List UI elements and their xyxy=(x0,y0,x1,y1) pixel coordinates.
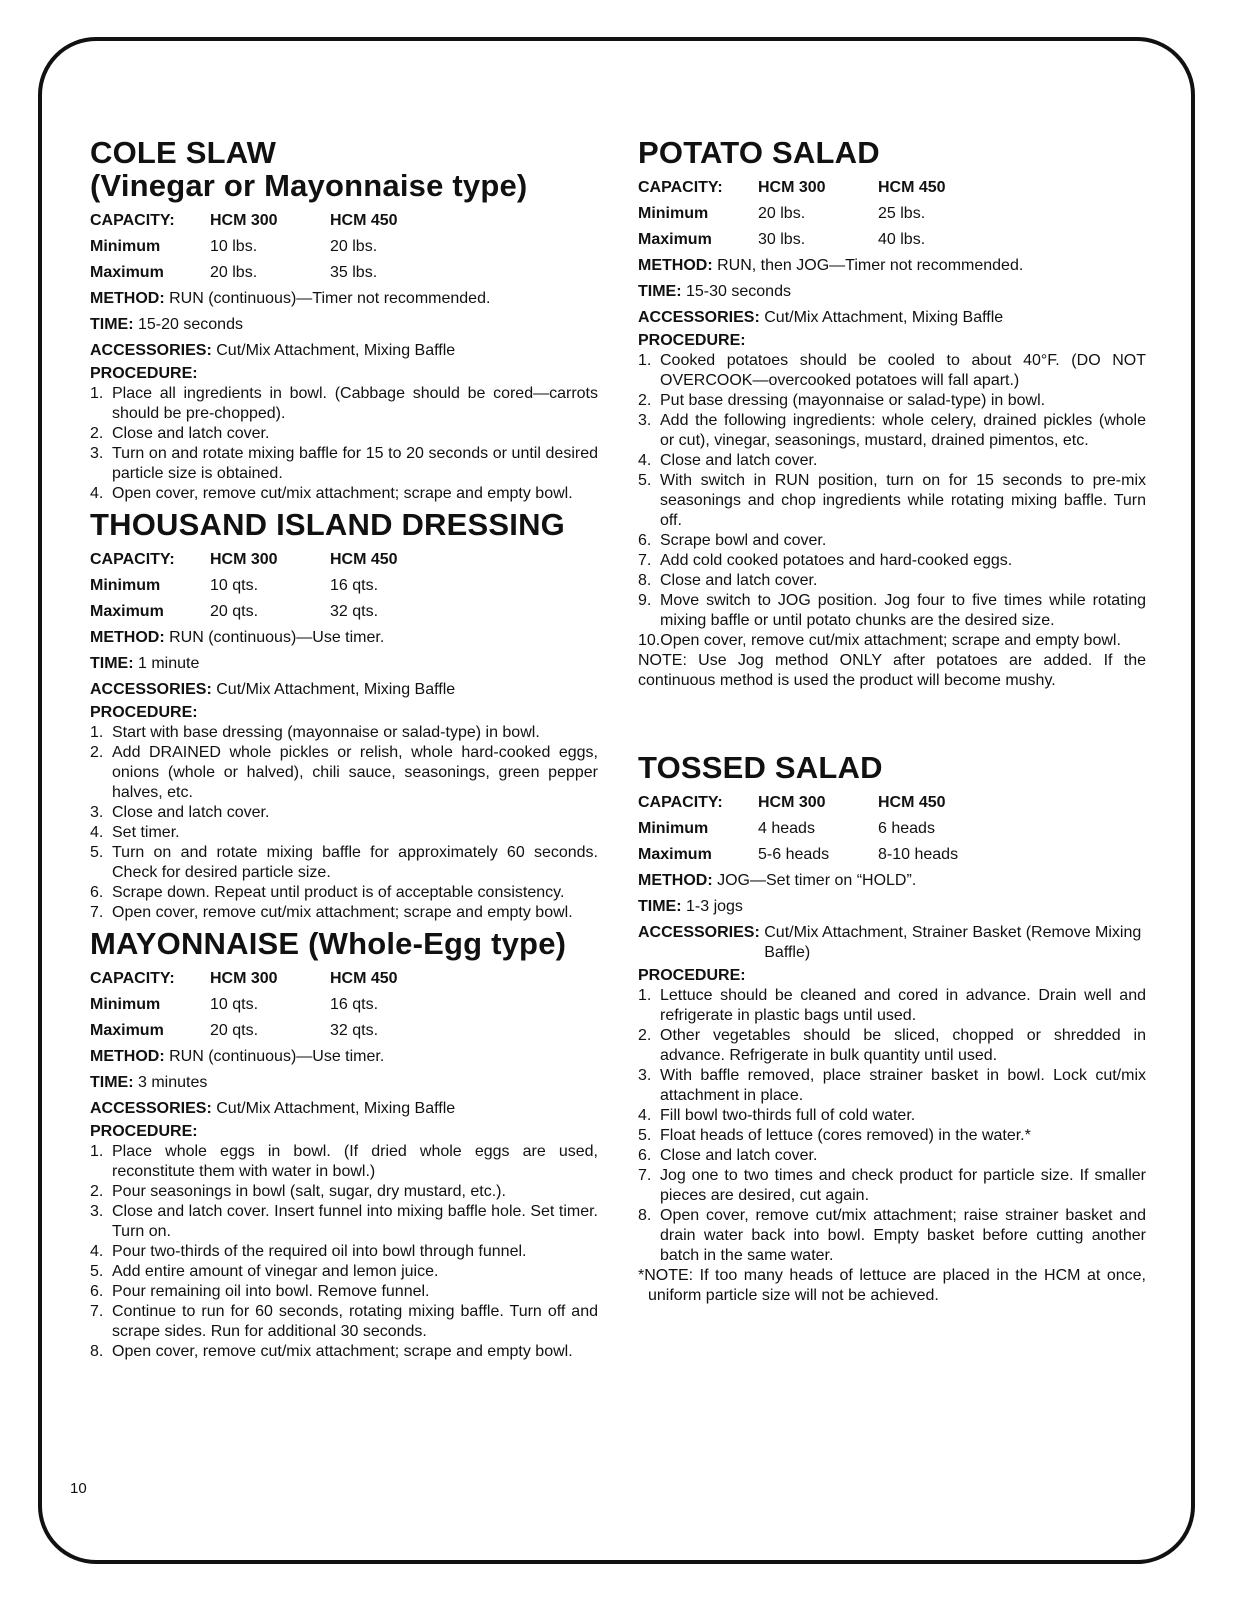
procedure-step xyxy=(90,1282,598,1302)
procedure-step xyxy=(638,1166,1146,1206)
procedure-heading: PROCEDURE: xyxy=(90,704,198,721)
accessories-value: Cut/Mix Attachment, Mixing Baffle xyxy=(216,1100,456,1117)
accessories-line xyxy=(638,308,1146,328)
maximum-hcm450-value: 32 qts. xyxy=(330,1022,379,1039)
accessories-label: ACCESSORIES: xyxy=(638,309,760,326)
minimum-hcm450-value: 16 qts. xyxy=(330,577,379,594)
minimum-hcm450-value: 6 heads xyxy=(878,820,935,837)
step-text: Add cold cooked potatoes and hard-cooked eggs. xyxy=(660,552,1013,569)
step-text: Scrape bowl and cover. xyxy=(660,532,827,549)
method-line xyxy=(90,1044,598,1070)
step-text: Other vegetables should be sliced, chopped or shredded in advance. Refrigerate in bulk quantity until used. xyxy=(660,1027,1146,1064)
procedure-step xyxy=(638,411,1146,451)
capacity-label: CAPACITY: xyxy=(638,179,723,196)
accessories-value: Cut/Mix Attachment, Strainer Basket (Remove Mixing Baffle) xyxy=(764,924,1142,961)
step-text: Place all ingredients in bowl. (Cabbage should be cored—carrots should be pre-chopped). xyxy=(112,385,598,422)
step-text: Pour seasonings in bowl (salt, sugar, dry mustard, etc.). xyxy=(112,1183,506,1200)
procedure-step xyxy=(90,384,598,424)
capacity-col-hcm450: HCM 450 xyxy=(878,179,946,196)
recipe-title xyxy=(90,136,598,202)
step-number: 2. xyxy=(638,1027,652,1044)
recipe-title-line: (Vinegar or Mayonnaise type) xyxy=(90,168,528,203)
maximum-hcm300-value: 30 lbs. xyxy=(758,231,806,248)
accessories-label: ACCESSORIES: xyxy=(638,924,760,941)
step-number: 7. xyxy=(638,1167,652,1184)
step-number: 2. xyxy=(638,392,652,409)
time-label: TIME: xyxy=(90,316,134,333)
step-number: 4. xyxy=(90,824,104,841)
maximum-hcm300-value: 5-6 heads xyxy=(758,846,830,863)
step-number: 3. xyxy=(90,1203,104,1220)
step-number: 4. xyxy=(90,1243,104,1260)
capacity-label: CAPACITY: xyxy=(90,970,175,987)
procedure-step xyxy=(90,1302,598,1342)
procedure-list xyxy=(638,351,1146,651)
capacity-table xyxy=(638,790,1146,868)
procedure-list xyxy=(638,986,1146,1266)
step-number: 3. xyxy=(638,1067,652,1084)
step-text: Close and latch cover. xyxy=(660,572,818,589)
accessories-value: Cut/Mix Attachment, Mixing Baffle xyxy=(764,309,1004,326)
step-text: Open cover, remove cut/mix attachment; scrape and empty bowl. xyxy=(112,904,573,921)
procedure-list xyxy=(90,1142,598,1362)
method-line xyxy=(638,253,1146,279)
procedure-list xyxy=(90,384,598,504)
capacity-col-hcm450: HCM 450 xyxy=(878,794,946,811)
procedure-step xyxy=(638,471,1146,531)
method-value: RUN (continuous)—Use timer. xyxy=(169,1048,385,1065)
step-text: Scrape down. Repeat until product is of acceptable consistency. xyxy=(112,884,565,901)
recipe-section xyxy=(638,136,1146,691)
recipe-title-line: MAYONNAISE (Whole-Egg type) xyxy=(90,926,567,961)
maximum-label: Maximum xyxy=(90,1022,164,1039)
method-label: METHOD: xyxy=(90,629,165,646)
capacity-table xyxy=(90,966,598,1044)
step-text: Close and latch cover. xyxy=(112,425,270,442)
page-number: 10 xyxy=(70,1480,87,1497)
maximum-label: Maximum xyxy=(90,264,164,281)
step-text: Close and latch cover. xyxy=(660,452,818,469)
minimum-label: Minimum xyxy=(90,238,161,255)
step-number: 5. xyxy=(90,1263,104,1280)
step-text: Float heads of lettuce (cores removed) in the water.* xyxy=(660,1127,1031,1144)
step-text: Open cover, remove cut/mix attachment; scrape and empty bowl. xyxy=(660,632,1121,649)
capacity-col-hcm450: HCM 450 xyxy=(330,212,398,229)
capacity-label: CAPACITY: xyxy=(90,212,175,229)
capacity-col-hcm300: HCM 300 xyxy=(758,179,826,196)
step-text: Turn on and rotate mixing baffle for 15 to 20 seconds or until desired particle size is obtained. xyxy=(112,445,598,482)
minimum-hcm300-value: 4 heads xyxy=(758,820,815,837)
recipe-title xyxy=(90,927,598,960)
procedure-step xyxy=(638,391,1146,411)
procedure-step xyxy=(638,1146,1146,1166)
recipe-title-line: POTATO SALAD xyxy=(638,135,880,170)
recipe-title xyxy=(90,508,598,541)
procedure-step xyxy=(638,351,1146,391)
time-line xyxy=(90,651,598,677)
step-text: Close and latch cover. xyxy=(660,1147,818,1164)
step-text: Turn on and rotate mixing baffle for approximately 60 seconds. Check for desired particle size. xyxy=(112,844,598,881)
step-number: 6. xyxy=(90,1283,104,1300)
step-text: Open cover, remove cut/mix attachment; scrape and empty bowl. xyxy=(112,485,573,502)
step-text: Open cover, remove cut/mix attachment; raise strainer basket and drain water back into bowl. Empty basket before cutting another batch in the same water. xyxy=(660,1207,1146,1264)
step-number: 3. xyxy=(638,412,652,429)
minimum-hcm300-value: 10 qts. xyxy=(210,577,259,594)
step-number: 7. xyxy=(90,904,104,921)
step-text: Close and latch cover. xyxy=(112,804,270,821)
time-label: TIME: xyxy=(638,283,682,300)
time-value: 15-30 seconds xyxy=(686,283,791,300)
step-text: Set timer. xyxy=(112,824,180,841)
step-number: 6. xyxy=(90,884,104,901)
time-value: 3 minutes xyxy=(138,1074,208,1091)
step-number: 1. xyxy=(90,1143,104,1160)
step-number: 6. xyxy=(638,1147,652,1164)
step-text: Lettuce should be cleaned and cored in advance. Drain well and refrigerate in plastic bags until used. xyxy=(660,987,1146,1024)
procedure-step xyxy=(90,823,598,843)
minimum-label: Minimum xyxy=(90,996,161,1013)
step-number: 6. xyxy=(638,532,652,549)
step-number: 2. xyxy=(90,425,104,442)
time-line xyxy=(638,894,1146,920)
step-text: Close and latch cover. Insert funnel into mixing baffle hole. Set timer. Turn on. xyxy=(112,1203,598,1240)
procedure-step xyxy=(638,1126,1146,1146)
procedure-step xyxy=(90,1182,598,1202)
maximum-label: Maximum xyxy=(638,231,712,248)
procedure-step xyxy=(638,571,1146,591)
recipe-title xyxy=(638,136,1146,169)
time-value: 1 minute xyxy=(138,655,200,672)
minimum-label: Minimum xyxy=(638,205,709,222)
maximum-label: Maximum xyxy=(638,846,712,863)
method-label: METHOD: xyxy=(90,290,165,307)
step-number: 3. xyxy=(90,804,104,821)
step-number: 7. xyxy=(90,1303,104,1320)
procedure-step xyxy=(90,903,598,923)
step-text: Cooked potatoes should be cooled to about 40°F. (DO NOT OVERCOOK—overcooked potatoes will fall apart.) xyxy=(660,352,1146,389)
procedure-step xyxy=(90,803,598,823)
procedure-step xyxy=(638,1206,1146,1266)
capacity-table xyxy=(638,175,1146,253)
time-value: 15-20 seconds xyxy=(138,316,243,333)
recipe-note: NOTE: Use Jog method ONLY after potatoes are added. If the continuous method is used the product will become mushy. xyxy=(638,652,1146,689)
accessories-label: ACCESSORIES: xyxy=(90,342,212,359)
step-number: 4. xyxy=(638,452,652,469)
step-number: 3. xyxy=(90,445,104,462)
procedure-step xyxy=(90,424,598,444)
procedure-heading: PROCEDURE: xyxy=(90,365,198,382)
method-line xyxy=(90,625,598,651)
step-text: Put base dressing (mayonnaise or salad-type) in bowl. xyxy=(660,392,1046,409)
step-text: Continue to run for 60 seconds, rotating mixing baffle. Turn off and scrape sides. Run for additional 30 seconds. xyxy=(112,1303,598,1340)
maximum-hcm450-value: 8-10 heads xyxy=(878,846,959,863)
step-text: Open cover, remove cut/mix attachment; scrape and empty bowl. xyxy=(112,1343,573,1360)
procedure-step xyxy=(90,1262,598,1282)
method-label: METHOD: xyxy=(638,872,713,889)
procedure-step xyxy=(90,883,598,903)
capacity-table xyxy=(90,208,598,286)
step-number: 2. xyxy=(90,744,104,761)
capacity-col-hcm450: HCM 450 xyxy=(330,551,398,568)
step-text: Fill bowl two-thirds full of cold water. xyxy=(660,1107,916,1124)
capacity-col-hcm300: HCM 300 xyxy=(210,970,278,987)
accessories-value: Cut/Mix Attachment, Mixing Baffle xyxy=(216,681,456,698)
procedure-heading: PROCEDURE: xyxy=(90,1123,198,1140)
procedure-step xyxy=(90,843,598,883)
minimum-label: Minimum xyxy=(638,820,709,837)
accessories-label: ACCESSORIES: xyxy=(90,1100,212,1117)
capacity-col-hcm450: HCM 450 xyxy=(330,970,398,987)
capacity-table xyxy=(90,547,598,625)
recipe-section xyxy=(90,508,598,923)
step-text: Add DRAINED whole pickles or relish, whole hard-cooked eggs, onions (whole or halved), chili sauce, seasonings, green pepper halves, etc. xyxy=(112,744,598,801)
time-line xyxy=(638,279,1146,305)
time-label: TIME: xyxy=(638,898,682,915)
time-value: 1-3 jogs xyxy=(686,898,743,915)
step-number: 2. xyxy=(90,1183,104,1200)
step-text: Place whole eggs in bowl. (If dried whole eggs are used, reconstitute them with water in bowl.) xyxy=(112,1143,598,1180)
step-text: Pour remaining oil into bowl. Remove funnel. xyxy=(112,1283,430,1300)
procedure-step xyxy=(638,551,1146,571)
capacity-label: CAPACITY: xyxy=(638,794,723,811)
procedure-step xyxy=(90,1242,598,1262)
step-text: Add entire amount of vinegar and lemon juice. xyxy=(112,1263,439,1280)
recipe-note: *NOTE: If too many heads of lettuce are placed in the HCM at once, uniform particle size will not be achieved. xyxy=(638,1267,1146,1304)
procedure-step xyxy=(638,631,1146,651)
procedure-step xyxy=(90,723,598,743)
left-column xyxy=(90,136,598,1366)
step-number: 4. xyxy=(638,1107,652,1124)
method-label: METHOD: xyxy=(90,1048,165,1065)
step-number: 5. xyxy=(638,472,652,489)
capacity-label: CAPACITY: xyxy=(90,551,175,568)
procedure-step xyxy=(638,986,1146,1026)
step-text: Pour two-thirds of the required oil into bowl through funnel. xyxy=(112,1243,527,1260)
maximum-hcm300-value: 20 lbs. xyxy=(210,264,258,281)
minimum-label: Minimum xyxy=(90,577,161,594)
recipe-title-line: COLE SLAW xyxy=(90,135,277,170)
procedure-step xyxy=(90,743,598,803)
time-label: TIME: xyxy=(90,1074,134,1091)
procedure-step xyxy=(90,1142,598,1182)
step-number: 8. xyxy=(638,572,652,589)
procedure-step xyxy=(638,591,1146,631)
capacity-col-hcm300: HCM 300 xyxy=(210,212,278,229)
procedure-heading: PROCEDURE: xyxy=(638,967,746,984)
step-number: 1. xyxy=(90,724,104,741)
method-value: RUN, then JOG—Timer not recommended. xyxy=(717,257,1024,274)
minimum-hcm300-value: 10 qts. xyxy=(210,996,259,1013)
maximum-hcm450-value: 40 lbs. xyxy=(878,231,926,248)
accessories-line xyxy=(90,341,598,361)
time-line xyxy=(90,1070,598,1096)
procedure-list xyxy=(90,723,598,923)
recipe-title-line: TOSSED SALAD xyxy=(638,750,883,785)
recipe-title xyxy=(638,751,1146,784)
procedure-step xyxy=(90,1342,598,1362)
step-text: Jog one to two times and check product for particle size. If smaller pieces are desired, cut again. xyxy=(660,1167,1146,1204)
maximum-hcm450-value: 35 lbs. xyxy=(330,264,378,281)
procedure-step xyxy=(90,1202,598,1242)
minimum-hcm450-value: 16 qts. xyxy=(330,996,379,1013)
step-number: 8. xyxy=(90,1343,104,1360)
step-number: 7. xyxy=(638,552,652,569)
method-value: JOG—Set timer on “HOLD”. xyxy=(717,872,917,889)
minimum-hcm450-value: 20 lbs. xyxy=(330,238,378,255)
step-number: 1. xyxy=(638,987,652,1004)
maximum-hcm450-value: 32 qts. xyxy=(330,603,379,620)
step-text: Start with base dressing (mayonnaise or salad-type) in bowl. xyxy=(112,724,540,741)
maximum-label: Maximum xyxy=(90,603,164,620)
maximum-hcm300-value: 20 qts. xyxy=(210,1022,259,1039)
procedure-step xyxy=(638,451,1146,471)
step-number: 10. xyxy=(638,632,661,649)
time-label: TIME: xyxy=(90,655,134,672)
procedure-heading: PROCEDURE: xyxy=(638,332,746,349)
minimum-hcm300-value: 20 lbs. xyxy=(758,205,806,222)
step-number: 1. xyxy=(638,352,652,369)
recipe-section xyxy=(638,751,1146,1306)
step-number: 4. xyxy=(90,485,104,502)
accessories-line xyxy=(638,923,1146,963)
right-column xyxy=(638,136,1146,1310)
recipe-section xyxy=(90,136,598,504)
accessories-line xyxy=(90,1099,598,1119)
recipe-section xyxy=(90,927,598,1362)
capacity-col-hcm300: HCM 300 xyxy=(210,551,278,568)
procedure-step xyxy=(638,1066,1146,1106)
method-value: RUN (continuous)—Use timer. xyxy=(169,629,385,646)
step-number: 9. xyxy=(638,592,652,609)
method-value: RUN (continuous)—Timer not recommended. xyxy=(169,290,491,307)
procedure-step xyxy=(638,1106,1146,1126)
method-line xyxy=(638,868,1146,894)
step-text: Add the following ingredients: whole celery, drained pickles (whole or cut), vinegar, seasonings, mustard, drained pimentos, etc. xyxy=(660,412,1146,449)
accessories-value: Cut/Mix Attachment, Mixing Baffle xyxy=(216,342,456,359)
time-line xyxy=(90,312,598,338)
step-number: 5. xyxy=(90,844,104,861)
step-number: 8. xyxy=(638,1207,652,1224)
section-spacer xyxy=(638,695,1146,751)
procedure-step xyxy=(90,484,598,504)
maximum-hcm300-value: 20 qts. xyxy=(210,603,259,620)
step-text: With switch in RUN position, turn on for 15 seconds to pre-mix seasonings and chop ingredients while rotating mixing baffle. Turn off. xyxy=(660,472,1146,529)
accessories-line xyxy=(90,680,598,700)
step-text: With baffle removed, place strainer basket in bowl. Lock cut/mix attachment in place. xyxy=(660,1067,1146,1104)
procedure-step xyxy=(90,444,598,484)
method-label: METHOD: xyxy=(638,257,713,274)
procedure-step xyxy=(638,531,1146,551)
step-text: Move switch to JOG position. Jog four to five times while rotating mixing baffle or until potato chunks are the desired size. xyxy=(660,592,1146,629)
minimum-hcm450-value: 25 lbs. xyxy=(878,205,926,222)
procedure-step xyxy=(638,1026,1146,1066)
recipe-title-line: THOUSAND ISLAND DRESSING xyxy=(90,507,565,542)
step-number: 1. xyxy=(90,385,104,402)
capacity-col-hcm300: HCM 300 xyxy=(758,794,826,811)
accessories-label: ACCESSORIES: xyxy=(90,681,212,698)
minimum-hcm300-value: 10 lbs. xyxy=(210,238,258,255)
method-line xyxy=(90,286,598,312)
step-number: 5. xyxy=(638,1127,652,1144)
